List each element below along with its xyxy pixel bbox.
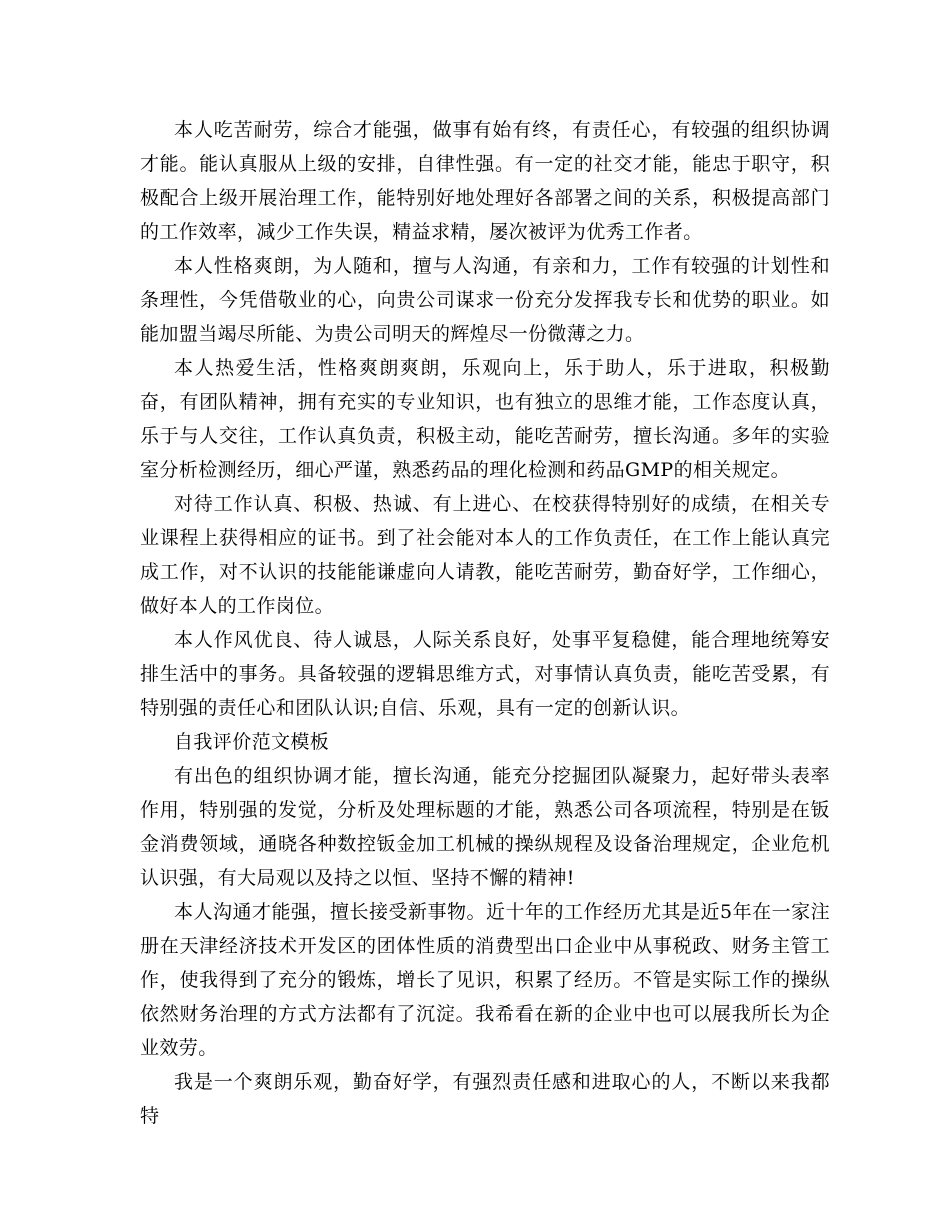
paragraph-8: 我是一个爽朗乐观，勤奋好学，有强烈责任感和进取心的人，不断以来我都特 bbox=[140, 1071, 830, 1127]
paragraph-2: 本人性格爽朗，为人随和，擅与人沟通，有亲和力，工作有较强的计划性和条理性，今凭借敬业的心，向贵公司谋求一份充分发挥我专长和优势的职业。如能加盟当竭尽所能、为贵公司明天的辉煌尽一份微薄之力。 bbox=[140, 255, 830, 345]
paragraph-7: 本人沟通才能强，擅长接受新事物。近十年的工作经历尤其是近5年在一家注册在天津经济技术开发区的团体性质的消费型出口企业中从事税政、财务主管工作，使我得到了充分的锻炼，增长了见识，积累了经历。不管是实际工作的操纵依然财务治理的方式方法都有了沉淀。我希看在新的企业中也可以展我所长为企业效劳。 bbox=[140, 901, 830, 1059]
document-body bbox=[140, 113, 830, 1133]
paragraph-1: 本人吃苦耐劳，综合才能强，做事有始有终，有责任心，有较强的组织协调才能。能认真服从上级的安排，自律性强。有一定的社交才能，能忠于职守，积极配合上级开展治理工作，能特别好地处理好各部署之间的关系，积极提高部门的工作效率，减少工作失误，精益求精，屡次被评为优秀工作者。 bbox=[140, 119, 830, 243]
paragraph-6: 有出色的组织协调才能，擅长沟通，能充分挖掘团队凝聚力，起好带头表率作用，特别强的发觉，分析及处理标题的才能，熟悉公司各项流程，特别是在钣金消费领域，通晓各种数控钣金加工机械的操纵规程及设备治理规定，企业危机认识强，有大局观以及持之以恒、坚持不懈的精神! bbox=[140, 765, 830, 889]
paragraph-4: 对待工作认真、积极、热诚、有上进心、在校获得特别好的成绩，在相关专业课程上获得相应的证书。到了社会能对本人的工作负责任，在工作上能认真完成工作，对不认识的技能能谦虚向人请教，能吃苦耐劳，勤奋好学，工作细心，做好本人的工作岗位。 bbox=[140, 493, 830, 617]
section-heading: 自我评价范文模板 bbox=[174, 731, 330, 753]
paragraph-5: 本人作风优良、待人诚恳，人际关系良好，处事平复稳健，能合理地统筹安排生活中的事务。具备较强的逻辑思维方式，对事情认真负责，能吃苦受累，有特别强的责任心和团队认识;自信、乐观，具有一定的创新认识。 bbox=[140, 629, 830, 719]
paragraph-3: 本人热爱生活，性格爽朗爽朗，乐观向上，乐于助人，乐于进取，积极勤奋，有团队精神，拥有充实的专业知识，也有独立的思维才能，工作态度认真，乐于与人交往，工作认真负责，积极主动，能吃苦耐劳，擅长沟通。多年的实验室分析检测经历，细心严谨，熟悉药品的理化检测和药品GMP的相关规定。 bbox=[140, 357, 830, 481]
